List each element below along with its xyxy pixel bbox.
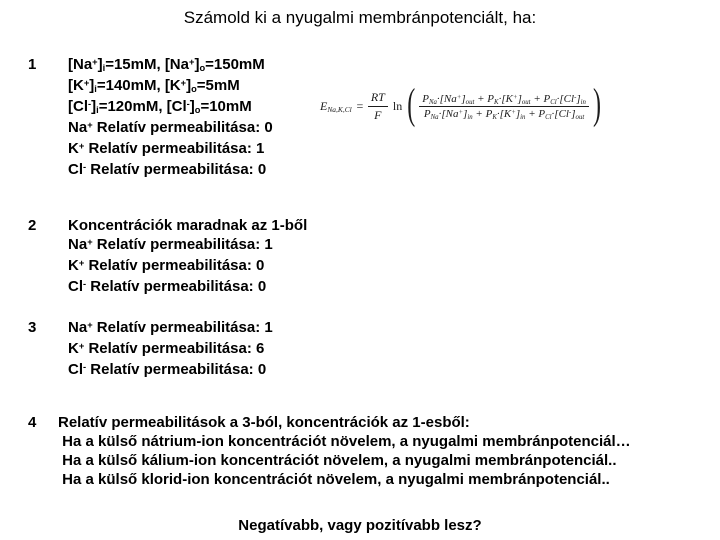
text-segment: [K bbox=[68, 77, 84, 94]
equation-equals: = bbox=[355, 99, 364, 113]
text-line bbox=[58, 451, 631, 470]
text-segment: - bbox=[574, 93, 577, 101]
text-segment: - bbox=[88, 98, 92, 109]
text-segment: [Cl bbox=[68, 98, 88, 115]
text-segment: + bbox=[87, 119, 93, 130]
text-segment: - bbox=[568, 108, 572, 116]
text-segment: ·[K bbox=[498, 93, 513, 105]
text-segment: - bbox=[83, 361, 87, 372]
text-segment: + bbox=[92, 56, 98, 67]
goldman-equation bbox=[318, 82, 603, 129]
text-segment: + P bbox=[530, 93, 551, 105]
text-line bbox=[58, 432, 631, 451]
text-segment: K bbox=[494, 98, 499, 106]
ion-fraction-numerator bbox=[419, 93, 589, 107]
text-segment: Ha a külső kálium-ion koncentrációt növelem, a nyugalmi membránpotenciál.. bbox=[58, 452, 617, 469]
text-segment: K bbox=[68, 340, 79, 357]
text-line bbox=[58, 413, 631, 432]
text-segment: out bbox=[465, 98, 475, 106]
text-segment: + bbox=[87, 319, 93, 330]
text-segment: o bbox=[191, 84, 197, 95]
fraction-denominator-f: F bbox=[374, 108, 382, 122]
text-segment: + bbox=[78, 257, 85, 268]
text-segment: Na bbox=[428, 98, 437, 106]
text-segment: ·[Na bbox=[438, 108, 459, 120]
ln-operator: ln bbox=[392, 99, 403, 113]
text-segment: - bbox=[83, 161, 87, 172]
text-segment: Ha a külső klorid-ion koncentrációt növelem, a nyugalmi membránpotenciál.. bbox=[58, 471, 610, 488]
item-number: 1 bbox=[28, 56, 37, 73]
text-segment: in bbox=[520, 113, 526, 121]
text-segment: ] bbox=[186, 77, 192, 94]
text-segment: i bbox=[94, 84, 97, 95]
text-segment: =10mM bbox=[200, 98, 252, 115]
fraction-numerator-rt: RT bbox=[368, 90, 388, 107]
text-line bbox=[68, 256, 307, 277]
text-segment: Na,K,Cl bbox=[327, 104, 352, 114]
text-segment: =5mM bbox=[196, 77, 240, 94]
text-segment: ·[Cl bbox=[551, 108, 569, 120]
text-segment: i bbox=[102, 63, 106, 74]
text-segment: out bbox=[521, 98, 531, 106]
text-segment: ·[Na bbox=[436, 93, 457, 105]
text-segment: + bbox=[189, 56, 195, 67]
text-segment: ] bbox=[194, 56, 200, 73]
text-line bbox=[68, 76, 273, 97]
text-segment: =150mM bbox=[205, 56, 265, 73]
text-segment: + bbox=[512, 93, 518, 101]
text-segment: i bbox=[96, 105, 99, 116]
text-segment: Relatív permeabilitása: 0 bbox=[84, 257, 265, 274]
text-segment: Relatív permeabilitása: 0 bbox=[86, 278, 267, 295]
text-line bbox=[68, 97, 273, 118]
item-text bbox=[68, 318, 273, 381]
text-segment: - bbox=[186, 98, 190, 109]
text-segment: o bbox=[194, 105, 201, 116]
text-line bbox=[68, 216, 307, 235]
text-segment: K bbox=[492, 113, 497, 121]
text-segment: Na bbox=[430, 113, 439, 121]
text-segment: K bbox=[68, 257, 79, 274]
text-segment: Na bbox=[68, 119, 88, 136]
text-segment: =140mM, [K bbox=[96, 77, 181, 94]
equation-lhs bbox=[320, 99, 352, 114]
text-segment: o bbox=[199, 63, 206, 74]
text-segment: Relatív permeabilitása: 1 bbox=[84, 140, 265, 157]
text-line bbox=[68, 339, 273, 360]
text-segment: + bbox=[458, 108, 464, 116]
text-segment: ] bbox=[91, 98, 97, 115]
text-segment: Relatív permeabilitása: 0 bbox=[86, 161, 267, 178]
ion-fraction-denominator bbox=[424, 107, 584, 120]
item-number: 2 bbox=[28, 217, 37, 234]
text-segment: ] bbox=[461, 93, 466, 105]
text-segment: ] bbox=[463, 108, 468, 120]
text-segment: Cl bbox=[68, 161, 83, 178]
text-segment: out bbox=[575, 113, 585, 121]
text-segment: - bbox=[83, 278, 87, 289]
text-line bbox=[68, 118, 273, 139]
text-segment: Cl bbox=[545, 113, 552, 121]
footer-question: Negatívabb, vagy pozitívabb lesz? bbox=[238, 517, 482, 534]
text-segment: Relatív permeabilitása: 0 bbox=[86, 361, 267, 378]
text-segment: ] bbox=[576, 93, 581, 105]
text-segment: Relatív permeabilitása: 1 bbox=[92, 236, 273, 253]
text-segment: Relatív permeabilitások a 3-ból, koncentrációk az 1-esből: bbox=[58, 414, 470, 431]
text-segment: + bbox=[78, 340, 85, 351]
text-segment: Relatív permeabilitása: 1 bbox=[92, 319, 273, 336]
text-line bbox=[68, 360, 273, 381]
text-segment: Relatív permeabilitása: 0 bbox=[92, 119, 273, 136]
text-segment: in bbox=[580, 98, 586, 106]
text-segment: + bbox=[511, 108, 516, 116]
text-segment: + bbox=[456, 93, 462, 101]
text-segment: =15mM, [Na bbox=[105, 56, 189, 73]
text-segment: Koncentrációk maradnak az 1-ből bbox=[68, 217, 308, 234]
text-segment: + bbox=[78, 140, 85, 151]
item-text bbox=[58, 413, 631, 489]
text-segment: Cl bbox=[68, 361, 83, 378]
text-segment: Cl bbox=[550, 98, 557, 106]
text-segment: Na bbox=[68, 236, 88, 253]
text-segment: ] bbox=[89, 77, 95, 94]
text-segment: ] bbox=[571, 108, 576, 120]
text-segment: + bbox=[180, 77, 187, 88]
text-segment: K bbox=[68, 140, 79, 157]
item-text bbox=[68, 216, 307, 298]
text-segment: + bbox=[87, 236, 93, 247]
close-paren: ) bbox=[592, 82, 601, 129]
text-segment: Cl bbox=[68, 278, 83, 295]
text-segment: ·[K bbox=[496, 108, 512, 120]
text-line bbox=[68, 55, 273, 76]
text-segment: ·[Cl bbox=[556, 93, 575, 105]
text-segment: in bbox=[467, 113, 473, 121]
text-line bbox=[58, 470, 631, 489]
text-line bbox=[68, 235, 307, 256]
text-segment: =120mM, [Cl bbox=[98, 98, 187, 115]
text-line bbox=[68, 139, 273, 160]
text-segment: ] bbox=[189, 98, 195, 115]
text-segment: + P bbox=[525, 108, 546, 120]
text-segment: + P bbox=[472, 108, 493, 120]
text-segment: ] bbox=[515, 108, 521, 120]
text-line bbox=[68, 277, 307, 298]
item-number: 4 bbox=[28, 414, 37, 431]
item-number: 3 bbox=[28, 319, 37, 336]
text-line bbox=[68, 318, 273, 339]
item-text bbox=[68, 55, 273, 181]
text-segment: + P bbox=[474, 93, 495, 105]
ion-concentration-fraction bbox=[419, 93, 589, 120]
text-segment: Relatív permeabilitása: 6 bbox=[84, 340, 265, 357]
text-segment: ] bbox=[97, 56, 103, 73]
open-paren: ( bbox=[407, 82, 416, 129]
text-segment: Ha a külső nátrium-ion koncentrációt növelem, a nyugalmi membránpotenciál… bbox=[58, 433, 631, 450]
text-segment: Na bbox=[68, 319, 88, 336]
text-segment: ] bbox=[517, 93, 522, 105]
slide-title: Számold ki a nyugalmi membránpotenciált, ha: bbox=[183, 8, 537, 27]
text-segment: P bbox=[423, 108, 431, 120]
text-segment: P bbox=[422, 93, 429, 105]
text-line bbox=[68, 160, 273, 181]
text-segment: E bbox=[320, 99, 328, 113]
text-segment: [Na bbox=[68, 56, 93, 73]
rt-over-f-fraction bbox=[368, 90, 388, 123]
text-segment: + bbox=[83, 77, 90, 88]
